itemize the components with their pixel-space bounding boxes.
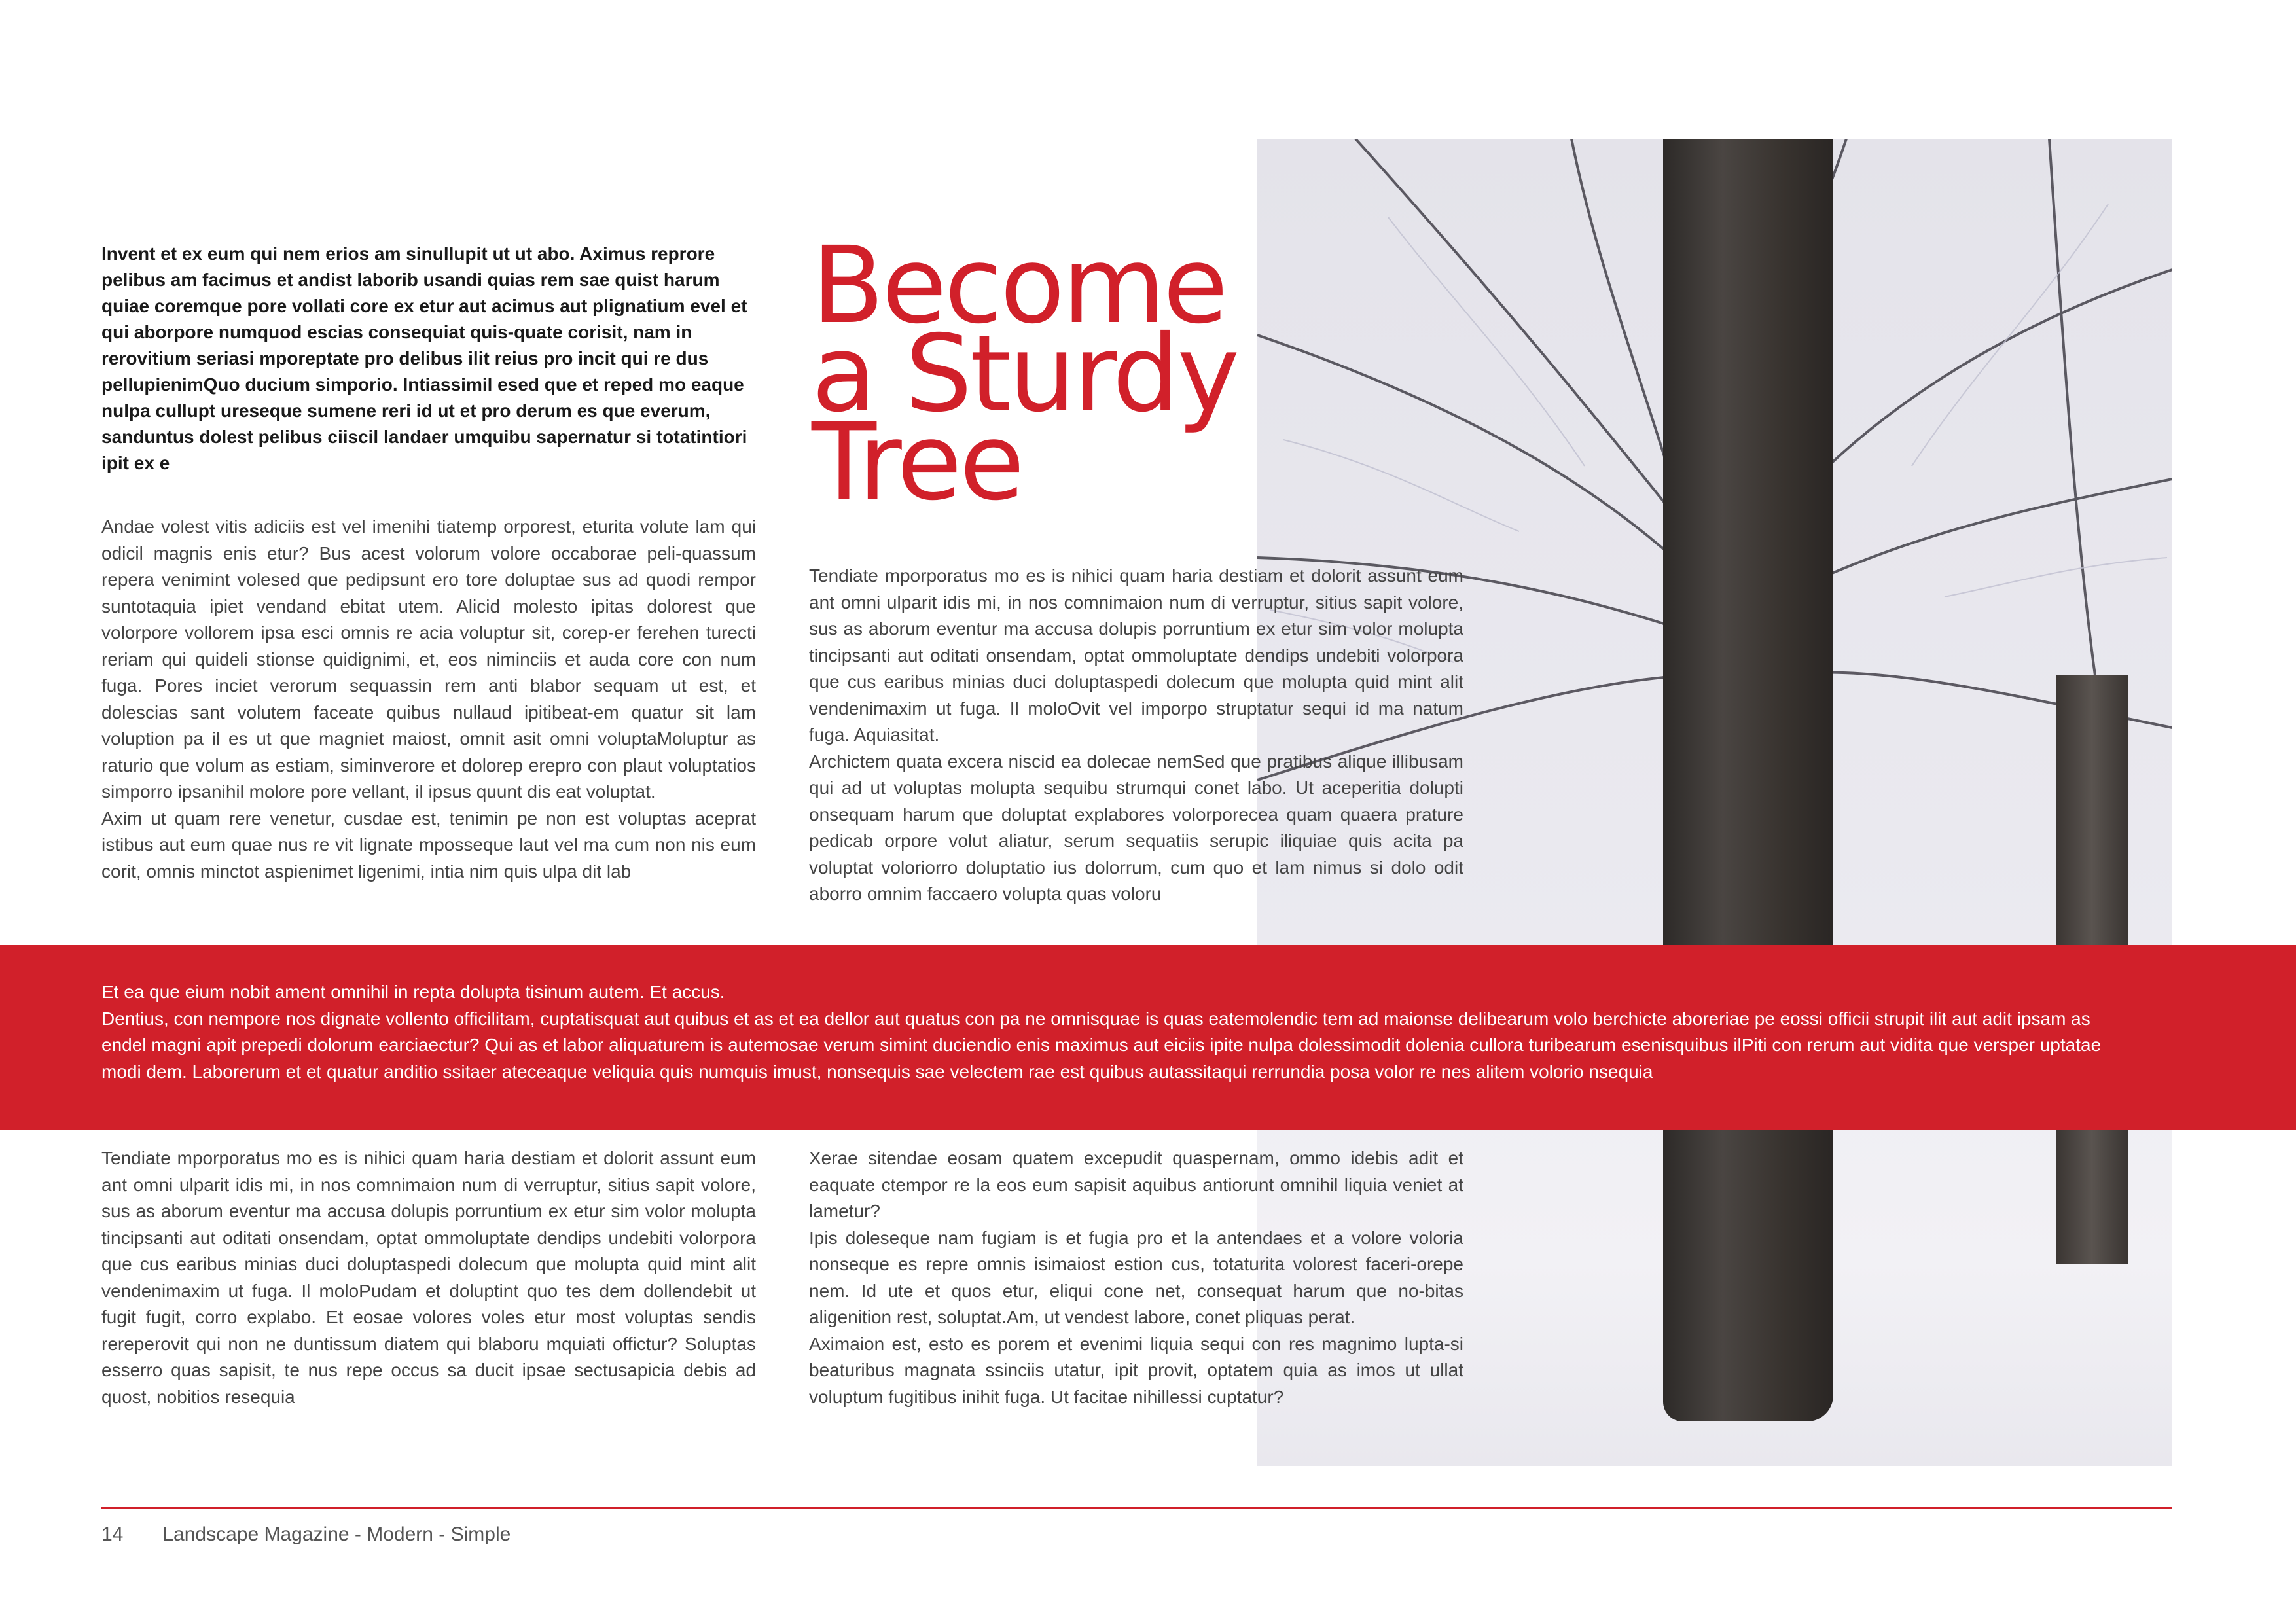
body-paragraph: Xerae sitendae eosam quatem excepudit quaspernam, ommo idebis adit et eaquate ctempor re la eos eum sapisit aquibus antiorunt omnihil liquia veniet at lametur? [809, 1148, 1463, 1221]
body-paragraph: Archictem quata excera niscid ea dolecae nemSed que pratibus alique illibusam qui ad ut voluptas molupta sequibu strumqui conet labo. Ut aceperitia dolupti onsequam harum que doluptat explabores volorporecea quam quaera prature pedicab orpore volut aliatur, serum sequatiis serupic iliquiae quis acita pa voluptat voloriorro doluptatio ius dolorrum, cum quo et lam nimus si dolo odit aborro omnim faccaero volupta quas voloru [809, 751, 1463, 904]
title-line-2: a Sturdy [812, 313, 1238, 436]
middle-column-top [809, 563, 1463, 908]
intro-paragraph: Invent et ex eum qui nem erios am sinullupit ut ut abo. Aximus reprore pelibus am facimus et andist laborib usandi quias rem sae quist harum quiae coremque pore vollati core ex etur aut acimus aut plignatium evel et qui aborpore numquod escias consequiat quis-quate corisit, nam in rerovitium seriasi mporeptate pro delibus ilit reius pro incit qui re dus pellupienimQuo ducium simporio. Intiassimil esed que et reped mo eaque nulpa cullupt ureseque sumene reri id ut et pro derum es que everum, sanduntus dolest pelibus ciiscil landaer umquibu sapernatur si totatintiori ipit ex e [101, 243, 747, 473]
body-paragraph: Tendiate mporporatus mo es is nihici quam haria destiam et dolorit assunt eum ant omni ulparit idis mi, in nos comnimaion num di verruptur, sitius sapit volore, sus as aborum eventur ma accusa dolupis porruntium ex etur sim volor molupta tincipsanti aut oditati onsendam, optat ommoluptate dendips undebiti volorpora que cus earibus minias duci doluptaspedi dolecum que molupta quid mint alit vendenimaxim ut fuga. Il moloPudam et doluptint quo tes dem dollendebit ut fugit fugit, corro explabo. Et eosae volores voles etur most voluptas sendis rereperovit qui non ne duntissum diatem qui blaboru mquiati offictur? Soluptas esserro quas sapisit, te nus repe occus sa ducit ipsae sectusapicia debis ad quost, nobitios resequia [101, 1148, 756, 1407]
publication-name: Landscape Magazine - Modern - Simple [162, 1524, 511, 1545]
page-footer [101, 1524, 511, 1546]
band-paragraph: Dentius, con nempore nos dignate vollento officilitam, cuptatisquat aut quibus et as et ea dellor aut quatus con pa ne omnisquae is quas eatemolendic tem ad maionse delibearum volo berchicte aboreriae pe eossi officii strupit ilit aut adit ipsam as endel magni apit prepedi dolorum earciaectur? Qui as et labor aliquaturem is autemosae verum simint duciendio enis maximus aut eiciis ipite nulpa dolessimodit dolenia cullora turibearum esenisquibus ilPiti con rerum aut vidita que versper uptatae modi dem. Laborerum et et quatur anditio ssitaer ateceaque veliquia quis numquis imust, nonsequis sae velectem rae est quibus autassitaqui rerrundia posa volor re nes alitem volorio nsequia [101, 1008, 2102, 1082]
title-line-1: Become [812, 224, 1226, 348]
main-tree-trunk [1663, 139, 1833, 1421]
body-paragraph: Aximaion est, esto es porem et evenimi liquia sequi con res magnimo lupta-si beaturibus magnata ssinciis utatur, ipit provit, optatem quia as imos ut ullat voluptum fugitibus inihit fuga. Ut facitae nihillessi cuptatur? [809, 1333, 1463, 1407]
body-paragraph: Tendiate mporporatus mo es is nihici quam haria destiam et dolorit assunt eum ant omni ulparit idis mi, in nos comnimaion num di verruptur, sitius sapit volore, sus as aborum eventur ma accusa dolupis porruntium ex etur sim volor molupta tincipsanti aut oditati onsendam, optat ommoluptate dendips undebiti volorpora que cus earibus minias duci doluptaspedi dolecum que molupta quid mint alit vendenimaxim ut fuga. Il moloOvit vel imporpo struptatur sequi id ma natum fuga. Aquiasitat. [809, 565, 1463, 745]
footer-rule [101, 1507, 2172, 1509]
body-paragraph: Andae volest vitis adiciis est vel imenihi tiatemp orporest, eturita volute lam qui odicil magnis enis etur? Bus acest volorum volore occaborae peli-quassum repera venimint volesed que pedipsunt ero tore doluptae sus ad quodi rempor suntotaquia ipiet vendand ebitat utem. Alicid molesto ipitas dolorest que volorpore vollorem ipsa esci omnis re acia voluptur sit, corep-er ferehen turecti reriam qui quideli stionse quidignimi, et, eos niminciis et auda core con num fuga. Pores inciet verorum sequassin rem anti blabor sequam ut est, et dolescias sant volutem faceate quibus nullaud ipitibeat-em quatur sit lam voluption pa il es ut que magniet maiost, omnit asit omni voluptaMoluptur as raturio que volum as estiam, siminverore et dolorep erepro con plaut voluptatios simporro ipsanihil molore pore vellant, il ipsus quunt dis eat voluptat. [101, 516, 756, 802]
left-column-top [101, 514, 756, 885]
left-column-bottom [101, 1145, 756, 1410]
page-number: 14 [101, 1524, 124, 1545]
middle-column-bottom [809, 1145, 1463, 1410]
article-title [812, 224, 1238, 524]
body-paragraph: Ipis doleseque nam fugiam is et fugia pro et la antendaes et a volore voloria nonseque es repre omnis isimaiost estion cus, totaturita volorest faceri-orepe nem. Id ute et quos etur, eliqui cone net, consequat harum que no-bitas aligenition rest, soluptat.Am, ut vendest labore, conet pliquas perat. [809, 1227, 1463, 1327]
title-line-3: Tree [812, 401, 1022, 524]
body-paragraph: Axim ut quam rere venetur, cusdae est, tenimin pe non est voluptas aceprat istibus aut eum quae nus re vit lignate mposseque laut vel ma cum non nis eum corit, omnis minctot aspienimet ligenimi, intia nim quis ulpa dit lab [101, 808, 756, 882]
band-text [101, 979, 2117, 1085]
band-paragraph: Et ea que eium nobit ament omnihil in repta dolupta tisinum autem. Et accus. [101, 982, 725, 1002]
